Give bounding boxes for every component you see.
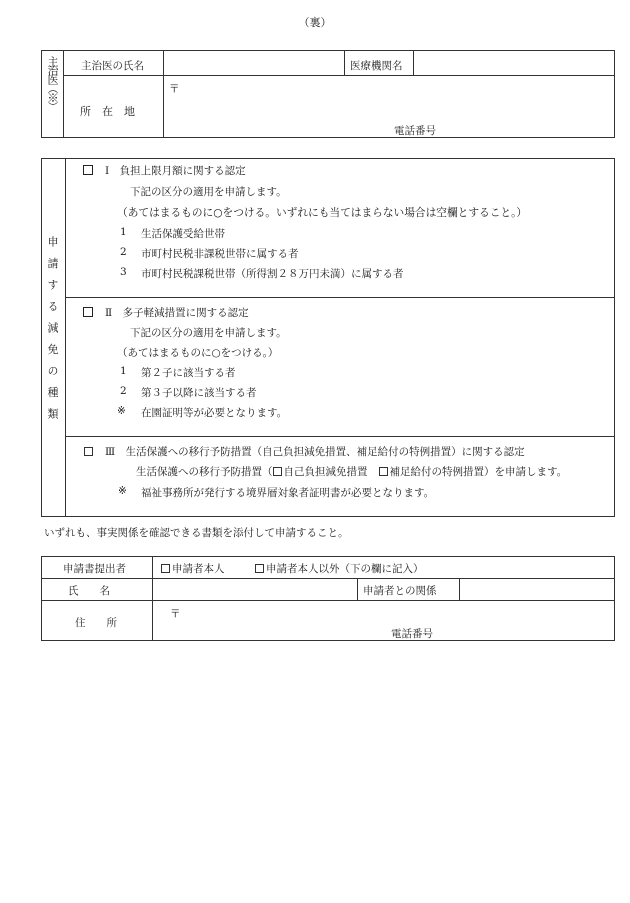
doctor-postal-mark: 〒	[169, 83, 180, 95]
section1-item2-num: 2	[120, 246, 127, 258]
section3-option2-label: 補足給付の特例措置	[389, 466, 484, 478]
submitter-name-field[interactable]	[154, 580, 355, 599]
submitter-postal-mark: 〒	[170, 608, 181, 620]
section2-title-text: Ⅱ 多子軽減措置に関する認定	[105, 307, 249, 319]
section1-title	[83, 163, 246, 178]
section2-line1: 下記の区分の適用を申請します。	[130, 327, 287, 339]
section2-note: 在園証明等が必要となります。	[141, 407, 288, 419]
section3-option2-checkbox[interactable]	[379, 467, 388, 476]
section3-checkbox[interactable]	[84, 447, 93, 456]
section1-item2-text[interactable]: 市町村民税非課税世帯に属する者	[141, 248, 299, 260]
submitter-self-label: 申請者本人	[172, 563, 225, 575]
submitter-self-checkbox[interactable]	[161, 564, 170, 573]
section2-note-mark: ※	[117, 405, 126, 417]
section3-line1	[136, 464, 567, 479]
submitter-option-self[interactable]	[161, 561, 225, 576]
section1-item3-num: 3	[120, 266, 127, 278]
submitter-address-label: 住 所	[75, 617, 117, 629]
doctor-name-field[interactable]	[165, 52, 342, 74]
section3-title-text: Ⅲ 生活保護への移行予防措置（自己負担減免措置、補足給付の特例措置）に関する認定	[105, 446, 525, 458]
section2-item1-text[interactable]: 第２子に該当する者	[141, 367, 236, 379]
section3-option1-checkbox[interactable]	[273, 467, 282, 476]
submitter-other-checkbox[interactable]	[255, 564, 264, 573]
submitter-address-field[interactable]	[154, 602, 613, 626]
institution-field[interactable]	[415, 52, 613, 74]
institution-label: 医療機関名	[350, 60, 403, 72]
section2-item2-text[interactable]: 第３子以降に該当する者	[141, 387, 257, 399]
page-heading: （裏）	[298, 16, 332, 29]
doctor-phone-label: 電話番号	[394, 125, 436, 137]
section1-line1: 下記の区分の適用を申請します。	[130, 186, 287, 198]
submitter-phone-label: 電話番号	[391, 628, 433, 640]
section3-title	[84, 444, 525, 459]
section3-option1-label: 自己負担減免措置	[283, 466, 368, 478]
section1-line2: （あてはまるものに○をつける。いずれにも当てはまらない場合は空欄とすること。）	[117, 206, 528, 219]
footnote: いずれも、事実関係を確認できる書類を添付して申請すること。	[44, 527, 349, 539]
reduction-side-label: 申請する減免の種類	[46, 236, 59, 430]
section2-item2-num: 2	[120, 385, 127, 397]
section2-checkbox[interactable]	[83, 307, 93, 317]
section1-item1-num: 1	[120, 226, 127, 238]
section3-line1-prefix: 生活保護への移行予防措置（	[136, 466, 273, 478]
submitter-name-label: 氏 名	[68, 585, 110, 597]
submitter-other-label: 申請者本人以外（下の欄に記入）	[266, 563, 424, 575]
section1-item3-text[interactable]: 市町村民税課税世帯（所得割２８万円未満）に属する者	[141, 268, 404, 280]
doctor-address-field[interactable]	[165, 77, 613, 117]
section2-title	[83, 305, 249, 320]
section1-title-text: Ⅰ 負担上限月額に関する認定	[105, 165, 246, 177]
section3-line1-suffix: ）を申請します。	[484, 466, 568, 478]
section3-note-mark: ※	[118, 485, 127, 497]
relation-label: 申請者との関係	[363, 585, 437, 597]
section2-line2: （あてはまるものに○をつける。）	[117, 347, 279, 359]
doctor-side-label: 主治医（※）	[46, 56, 59, 110]
section1-checkbox[interactable]	[83, 165, 93, 175]
doctor-name-label: 主治医の氏名	[81, 60, 144, 72]
section3-note: 福祉事務所が発行する境界層対象者証明書が必要となります。	[141, 487, 435, 499]
relation-field[interactable]	[461, 580, 613, 599]
section1-item1-text[interactable]: 生活保護受給世帯	[141, 228, 225, 240]
submitter-label: 申請書提出者	[63, 563, 126, 575]
section2-item1-num: 1	[120, 365, 127, 377]
submitter-option-other[interactable]	[255, 561, 424, 576]
doctor-address-label: 所 在 地	[80, 105, 135, 118]
